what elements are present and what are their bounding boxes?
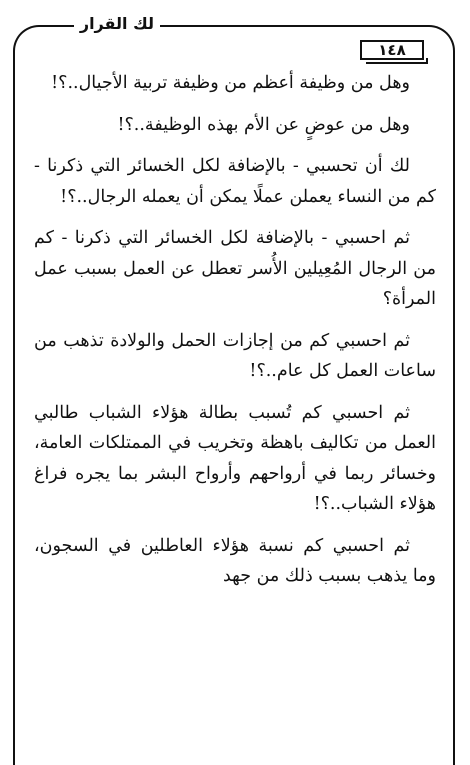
running-header-title: لك القرار [74, 12, 160, 36]
page-number: ١٤٨ [360, 40, 424, 60]
paragraph: وهل من وظيفة أعظم من وظيفة تربية الأجيال..؟! [51, 73, 410, 93]
page-body [34, 68, 436, 603]
paragraph: ثم احسبي كم تُسبب بطالة هؤلاء الشباب طالبي العمل من تكاليف باهظة وتخريب في الممتلكات العامة، وخسائر ربما في أرواحهم وأرواح البشر بما يجره فراغ هؤلاء الشباب..؟! [34, 402, 436, 514]
paragraph: ثم احسبي كم من إجازات الحمل والولادة تذهب من ساعات العمل كل عام..؟! [34, 330, 436, 381]
paragraph: وهل من عوضٍ عن الأم بهذه الوظيفة..؟! [117, 114, 410, 135]
paragraph: ثم احسبي - بالإضافة لكل الخسائر التي ذكرنا - كم من الرجال المُعِيلين الأُسر تعطل عن العمل بسبب عمل المرأة؟ [34, 228, 436, 309]
paragraph: ثم احسبي كم نسبة هؤلاء العاطلين في السجون، وما يذهب بسبب ذلك من جهد [34, 535, 436, 586]
paragraph: لك أن تحسبي - بالإضافة لكل الخسائر التي ذكرنا - كم من النساء يعملن عملًا يمكن أن يعمله الرجال..؟! [34, 156, 436, 207]
